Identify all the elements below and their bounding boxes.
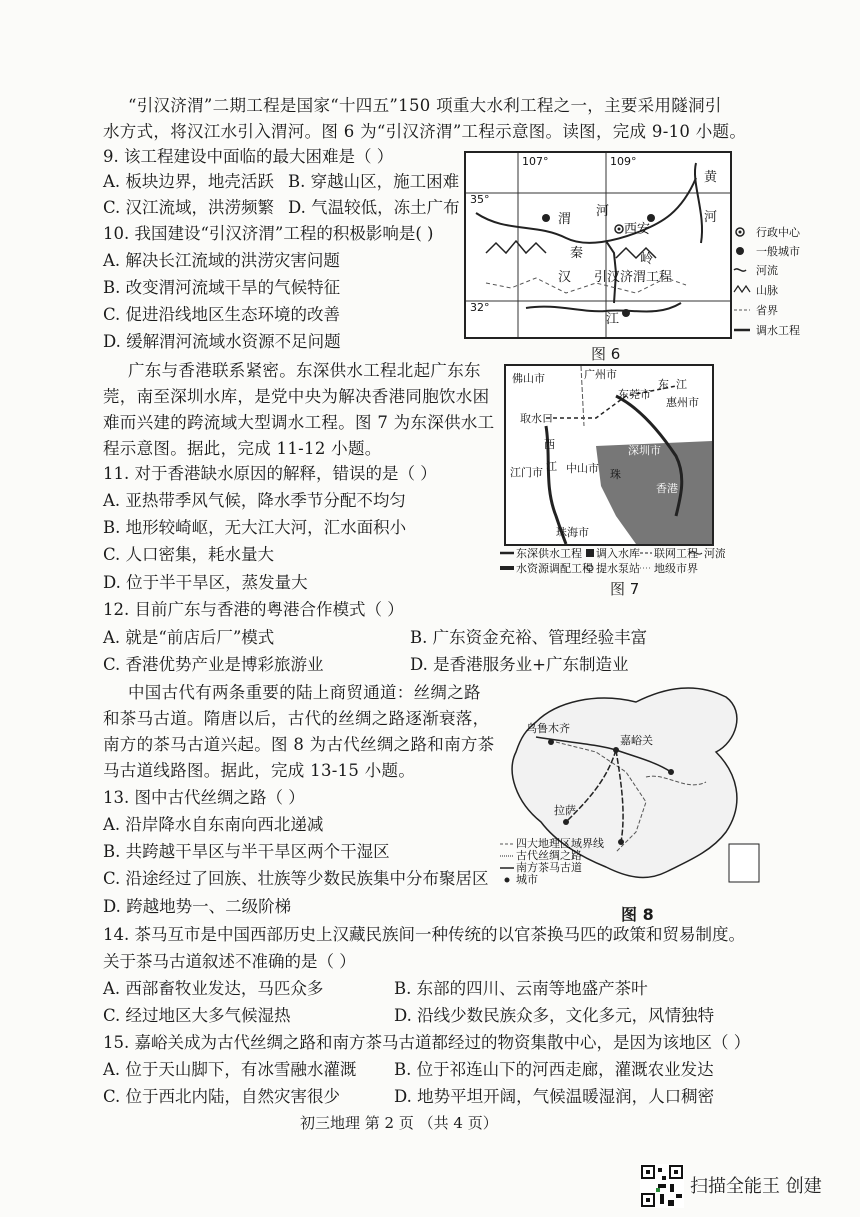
q14-option-b: B. 东部的四川、云南等地盛产茶叶 [394,979,648,998]
q13-stem: 13. 图中古代丝绸之路（ ） [103,788,305,807]
q14-stem-line2: 关于茶马古道叙述不准确的是（ ） [103,952,356,971]
q13-option-d: D. 跨越地势一、二级阶梯 [103,897,292,916]
fig8-legend-teahorse: 南方茶马古道 [516,861,582,874]
q14-option-d: D. 沿线少数民族众多，文化多元，风情独特 [394,1006,715,1025]
q9-stem: 9. 该工程建设中面临的最大困难是（ ） [103,147,394,166]
fig6-legend-mountain: 山脉 [756,284,778,297]
intro3-line1: 中国古代有两条重要的陆上商贸通道：丝绸之路 [128,683,481,702]
fig8-legend-silkroad: 古代丝绸之路 [516,849,582,862]
q13-option-c: C. 沿途经过了回族、壮族等少数民族集中分布聚居区 [103,869,489,888]
q10-option-a: A. 解决长江流域的洪涝灾害问题 [103,251,340,270]
fig6-label-han: 汉 [558,270,572,285]
fig7-legend-pump: 提水泵站 [596,562,640,575]
fig7-label-xi: 西 [544,438,555,451]
intro1-line1: “引汉济渭”二期工程是国家“十四五”150 项重大水利工程之一，主要采用隧洞引 [128,96,722,115]
fig7-label-jiangmen: 江门市 [510,466,543,479]
fig7-label-foshan: 佛山市 [512,372,545,385]
fig7-label-zhuhai: 珠海市 [556,526,589,539]
intro2-line2: 莞，南至深圳水库，是党中央为解决香港同胞饮水困 [103,387,490,406]
q15-option-c: C. 位于西北内陆，自然灾害很少 [103,1087,341,1106]
q11-option-c: C. 人口密集，耗水量大 [103,545,275,564]
fig6-legend [732,224,842,344]
page-footer: 初三地理 第 2 页 （共 4 页） [300,1114,498,1132]
q15-option-d: D. 地势平坦开阔，气候温暖湿润，人口稠密 [394,1087,715,1106]
fig7-label-huizhou: 惠州市 [666,396,699,409]
intro3-line3: 南方的茶马古道兴起。图 8 为古代丝绸之路和南方茶 [103,735,495,754]
fig7-legend [500,548,725,576]
figure-6-map [464,151,732,339]
q14-stem-line1: 14. 茶马互市是中国西部历史上汉藏民族间一种传统的以官茶换马匹的政策和贸易制度。 [103,925,745,944]
q14-option-c: C. 经过地区大多气候湿热 [103,1006,291,1025]
fig7-legend-boundary: 地级市界 [654,562,698,575]
intro3-line4: 马古道线路图。据此，完成 13-15 小题。 [103,761,416,780]
fig6-legend-province: 省界 [756,304,778,317]
fig6-caption: 图 6 [591,345,621,363]
fig6-label-wei: 渭 [558,212,572,227]
fig7-label-jiang: 江 [546,460,557,473]
q10-option-d: D. 缓解渭河流域水资源不足问题 [103,332,341,351]
fig7-legend-network: 联网工程 [654,548,698,560]
fig7-label-zhu: 珠 [610,468,621,481]
fig6-label-ling: 岭 [640,252,654,267]
q9-option-b: B. 穿越山区，施工困难 [288,172,460,191]
fig6-legend-river: 河流 [756,264,778,277]
fig6-lat-35: 35° [470,193,490,206]
fig7-legend-reservoir: 调入水库 [596,548,640,560]
fig6-legend-city: 一般城市 [756,245,800,258]
q11-option-d: D. 位于半干旱区，蒸发量大 [103,573,308,592]
intro2-line1: 广东与香港联系紧密。东深供水工程北起广东东 [128,361,481,380]
q12-option-b: B. 广东资金充裕、管理经验丰富 [410,628,648,647]
q13-option-a: A. 沿岸降水自东南向西北递减 [103,815,324,834]
fig6-label-he: 河 [596,204,610,219]
fig8-caption: 图 8 [621,905,654,924]
fig8-legend-regions: 四大地理区域界线 [516,837,604,850]
q12-option-a: A. 就是“前店后厂”模式 [103,628,275,647]
q12-option-d: D. 是香港服务业+广东制造业 [410,655,629,674]
fig6-label-xian: 西安 [624,222,651,237]
fig8-label-wulumuqi: 乌鲁木齐 [526,722,570,735]
q15-stem: 15. 嘉峪关成为古代丝绸之路和南方茶马古道都经过的物资集散中心，是因为该地区（ ） [103,1033,751,1052]
fig7-label-zhongshan: 中山市 [566,462,599,475]
fig7-caption: 图 7 [610,580,640,598]
intro3-line2: 和茶马古道。隋唐以后，古代的丝绸之路逐渐衰落， [103,709,490,728]
fig7-label-xianggang: 香港 [656,482,678,495]
figure-8-map [496,682,776,902]
fig8-legend-city: 城市 [516,873,538,886]
fig6-label-qin: 秦 [570,246,584,261]
intro2-line4: 程示意图。据此，完成 11-12 小题。 [103,439,382,458]
q11-option-a: A. 亚热带季风气候，降水季节分配不均匀 [103,491,406,510]
fig7-label-dong: 东 [658,378,669,391]
q9-option-d: D. 气温较低，冻土广布 [288,198,460,217]
fig7-label-dongguan: 东莞市 [618,388,651,401]
fig6-label-he2: 河 [704,210,718,225]
fig7-legend-river: 河流 [704,548,725,560]
fig6-legend-admin: 行政中心 [756,226,800,239]
q10-option-c: C. 促进沿线地区生态环境的改善 [103,305,341,324]
fig7-legend-allocation: 水资源调配工程 [516,562,593,575]
qr-code-icon [640,1164,684,1208]
fig6-label-jiang: 江 [606,312,620,327]
q10-option-b: B. 改变渭河流域干旱的气候特征 [103,278,341,297]
q9-option-a: A. 板块边界，地壳活跃 [103,172,274,191]
intro2-line3: 难而兴建的跨流域大型调水工程。图 7 为东深供水工 [103,413,495,432]
q11-option-b: B. 地形较崎岖，无大江大河，汇水面积小 [103,518,407,537]
fig7-label-jiang2: 江 [676,378,687,391]
scanner-watermark: 扫描全能王 创建 [690,1176,822,1197]
fig6-label-huang: 黄 [704,170,718,185]
fig6-lon-107: 107° [522,155,549,168]
fig7-label-shenzhen: 深圳市 [628,444,661,457]
q14-option-a: A. 西部畜牧业发达，马匹众多 [103,979,324,998]
q11-stem: 11. 对于香港缺水原因的解释，错误的是（ ） [103,464,437,483]
fig7-label-qushuikou: 取水口 [520,412,553,425]
q13-option-b: B. 共跨越干旱区与半干旱区两个干湿区 [103,842,390,861]
q12-option-c: C. 香港优势产业是博彩旅游业 [103,655,324,674]
intro1-line2: 水方式，将汉江水引入渭河。图 6 为“引汉济渭”工程示意图。读图，完成 9-10 小题。 [103,122,747,141]
fig8-label-jiayuguan: 嘉峪关 [620,734,653,747]
q10-stem: 10. 我国建设“引汉济渭”工程的积极影响是( ) [103,224,434,243]
fig7-legend-project: 东深供水工程 [516,548,582,560]
fig6-label-project: 引汉济渭工程 [594,270,673,285]
q9-option-c: C. 汉江流域，洪涝频繁 [103,198,275,217]
q15-option-a: A. 位于天山脚下，有冰雪融水灌溉 [103,1060,357,1079]
fig6-lon-109: 109° [610,155,637,168]
fig6-legend-transfer: 调水工程 [756,324,800,337]
q15-option-b: B. 位于祁连山下的河西走廊，灌溉农业发达 [394,1060,714,1079]
fig8-label-lasa: 拉萨 [554,804,576,817]
fig6-lat-32: 32° [470,301,490,314]
figure-7-map [504,364,714,546]
q12-stem: 12. 目前广东与香港的粤港合作模式（ ） [103,600,404,619]
fig7-label-guangzhou: 广州市 [584,368,617,381]
